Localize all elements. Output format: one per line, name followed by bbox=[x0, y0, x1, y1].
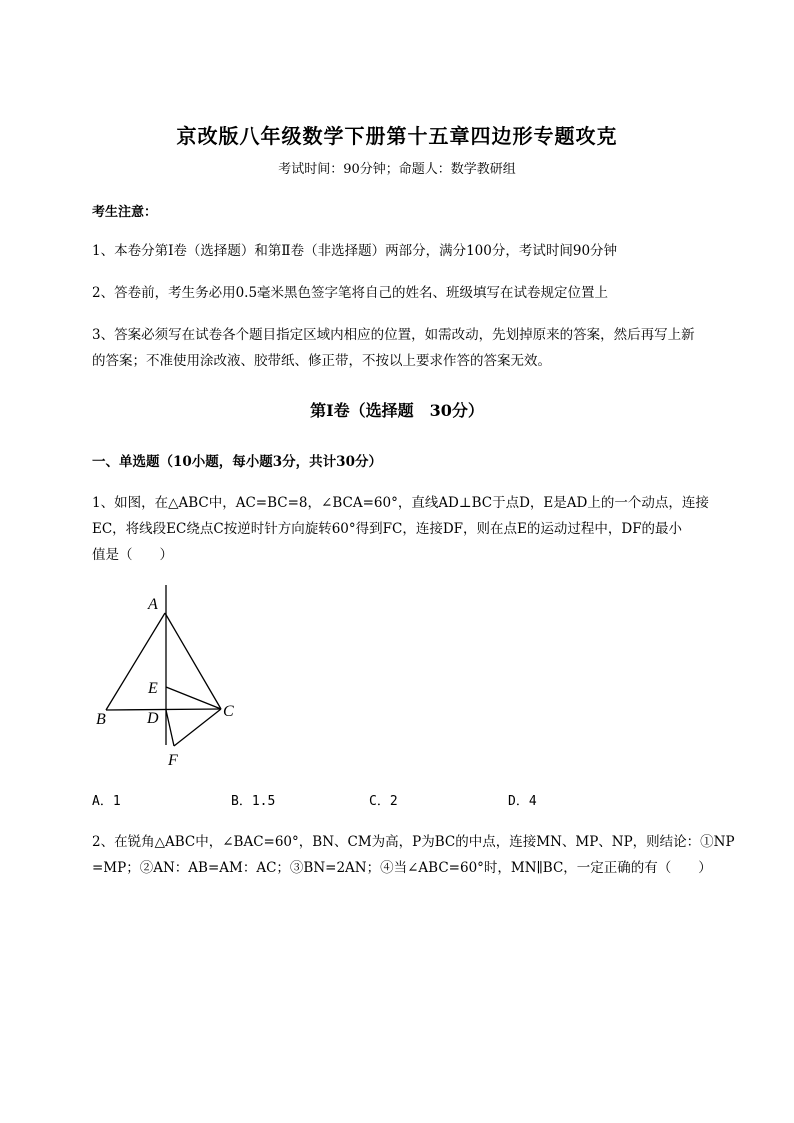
notice-item-1: 1、本卷分第Ⅰ卷（选择题）和第Ⅱ卷（非选择题）两部分，满分100分，考试时间90分钟 bbox=[92, 243, 618, 259]
question-1-line-3: 值是（ ） bbox=[92, 547, 173, 563]
notice-item-3-line-2: 的答案；不准使用涂改液、胶带纸、修正带，不按以上要求作答的答案无效。 bbox=[92, 353, 551, 369]
segment-bc bbox=[106, 709, 221, 710]
label-f: F bbox=[168, 752, 178, 769]
exam-info: 考试时间：90分钟；命题人：数学教研组 bbox=[278, 162, 516, 177]
label-c: C bbox=[223, 703, 234, 720]
question-2-line-2: =MP；②AN：AB=AM：AC；③BN=2AN；④当∠ABC=60°时，MN∥BC，一定正确的有（ ） bbox=[92, 860, 712, 876]
page-title: 京改版八年级数学下册第十五章四边形专题攻克 bbox=[176, 124, 618, 148]
triangle-figure bbox=[88, 585, 248, 775]
segment-ac bbox=[165, 613, 221, 709]
section-title: 一、单选题（10小题，每小题3分，共计30分） bbox=[92, 454, 382, 470]
option-a: A．1 bbox=[92, 794, 121, 809]
segment-fc bbox=[174, 709, 221, 746]
notice-item-2: 2、答卷前，考生务必用0.5毫米黑色签字笔将自己的姓名、班级填写在试卷规定位置上 bbox=[92, 285, 609, 301]
option-d: D．4 bbox=[508, 794, 537, 809]
option-b: B．1.5 bbox=[231, 794, 276, 809]
question-2-line-1: 2、在锐角△ABC中，∠BAC=60°，BN、CM为高，P为BC的中点，连接MN、MP、NP，则结论：①NP bbox=[92, 834, 735, 850]
segment-ec bbox=[166, 687, 221, 709]
notice-item-3-line-1: 3、答案必须写在试卷各个题目指定区域内相应的位置，如需改动，先划掉原来的答案，然后再写上新 bbox=[92, 327, 695, 343]
volume-title: 第Ⅰ卷（选择题 30分） bbox=[310, 401, 484, 420]
question-1-line-1: 1、如图，在△ABC中，AC=BC=8，∠BCA=60°，直线AD⊥BC于点D，E是AD上的一个动点，连接 bbox=[92, 495, 709, 511]
segment-df bbox=[166, 710, 174, 746]
question-1-line-2: EC，将线段EC绕点C按逆时针方向旋转60°得到FC，连接DF，则在点E的运动过程中，DF的最小 bbox=[92, 521, 683, 537]
notice-heading: 考生注意： bbox=[92, 205, 158, 220]
label-e: E bbox=[148, 680, 158, 697]
option-c: C．2 bbox=[369, 794, 398, 809]
label-b: B bbox=[96, 711, 106, 728]
label-d: D bbox=[147, 710, 159, 727]
label-a: A bbox=[148, 596, 158, 613]
